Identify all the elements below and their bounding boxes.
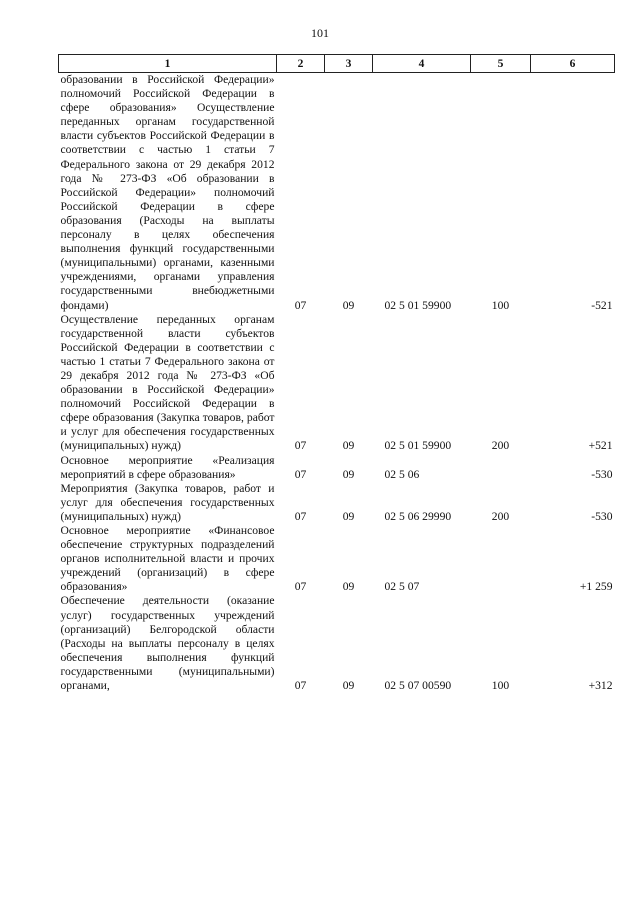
row-section: 07 [294,580,307,594]
row-expense-type: 100 [491,679,510,693]
row-target-code: 02 5 07 [384,580,420,594]
row-description: Основное мероприятие «Реализация мероприятий в сфере образования» [60,453,275,481]
row-subsection: 09 [342,298,355,312]
row-section: 07 [294,679,307,693]
row-expense-type: 100 [491,298,510,312]
row-description: Обеспечение деятельности (оказание услуг) государственных учреждений (организаций) Белгородской области (Расходы на выплаты персоналу в целях обеспечения выполнения функций государственными (муниципальными) органами, [60,594,275,693]
table-row [59,594,615,693]
row-section: 07 [294,509,307,523]
table-header-row [59,55,615,73]
row-expense-type: 200 [491,509,510,523]
row-amount: +1 259 [579,580,613,594]
row-description: Осуществление переданных органам государственной власти субъектов Российской Федерации в соответствии с частью 1 статьи 7 Федерального закона от 29 декабря 2012 года № 273-ФЗ «Об образовании в Российской Федерации» полномочий Российской Федерации в сфере образования (Закупка товаров, работ и услуг для обеспечения государственных (муниципальных) нужд) [60,312,275,453]
column-header-2: 2 [277,55,325,73]
column-header-1: 1 [59,55,277,73]
row-amount: -530 [591,509,613,523]
row-subsection: 09 [342,467,355,481]
table-row [59,73,615,313]
table-row [59,454,615,482]
budget-table [58,54,615,693]
row-target-code: 02 5 06 [384,467,420,481]
column-header-5: 5 [471,55,531,73]
row-section: 07 [294,298,307,312]
table-row [59,524,615,594]
row-subsection: 09 [342,439,355,453]
column-header-4: 4 [373,55,471,73]
row-section: 07 [294,439,307,453]
row-description: образовании в Российской Федерации» полномочий Российской Федерации в сфере образования» Осуществление переданных органам государственной власти субъектов Российской Федерации в соответствии с частью 1 статьи 7 Федерального закона от 29 декабря 2012 года № 273-ФЗ «Об образовании в Российской Федерации» полномочий Российской Федерации в сфере образования (Расходы на выплаты персоналу в целях обеспечения выполнения функций государственными (муниципальными) органами, казенными учреждениями, органами управления государственными внебюджетными фондами) [60,73,275,312]
page-number: 101 [311,26,329,40]
row-expense-type [471,454,531,482]
row-target-code: 02 5 01 59900 [384,298,452,312]
row-expense-type: 200 [491,439,510,453]
column-header-3: 3 [325,55,373,73]
row-subsection: 09 [342,580,355,594]
row-section: 07 [294,467,307,481]
row-description: Мероприятия (Закупка товаров, работ и услуг для обеспечения государственных (муниципальных) нужд) [60,481,275,523]
row-subsection: 09 [342,509,355,523]
table-row [59,482,615,524]
table-row [59,313,615,454]
row-amount: +521 [588,439,613,453]
row-amount: -530 [591,467,613,481]
row-amount: -521 [591,298,613,312]
row-subsection: 09 [342,679,355,693]
row-target-code: 02 5 07 00590 [384,679,452,693]
row-target-code: 02 5 06 29990 [384,509,452,523]
row-expense-type [471,524,531,594]
row-target-code: 02 5 01 59900 [384,439,452,453]
row-amount: +312 [588,679,613,693]
row-description: Основное мероприятие «Финансовое обеспечение структурных подразделений органов исполнительной власти и прочих учреждений (организаций) в сфере образования» [60,524,275,594]
column-header-6: 6 [531,55,615,73]
